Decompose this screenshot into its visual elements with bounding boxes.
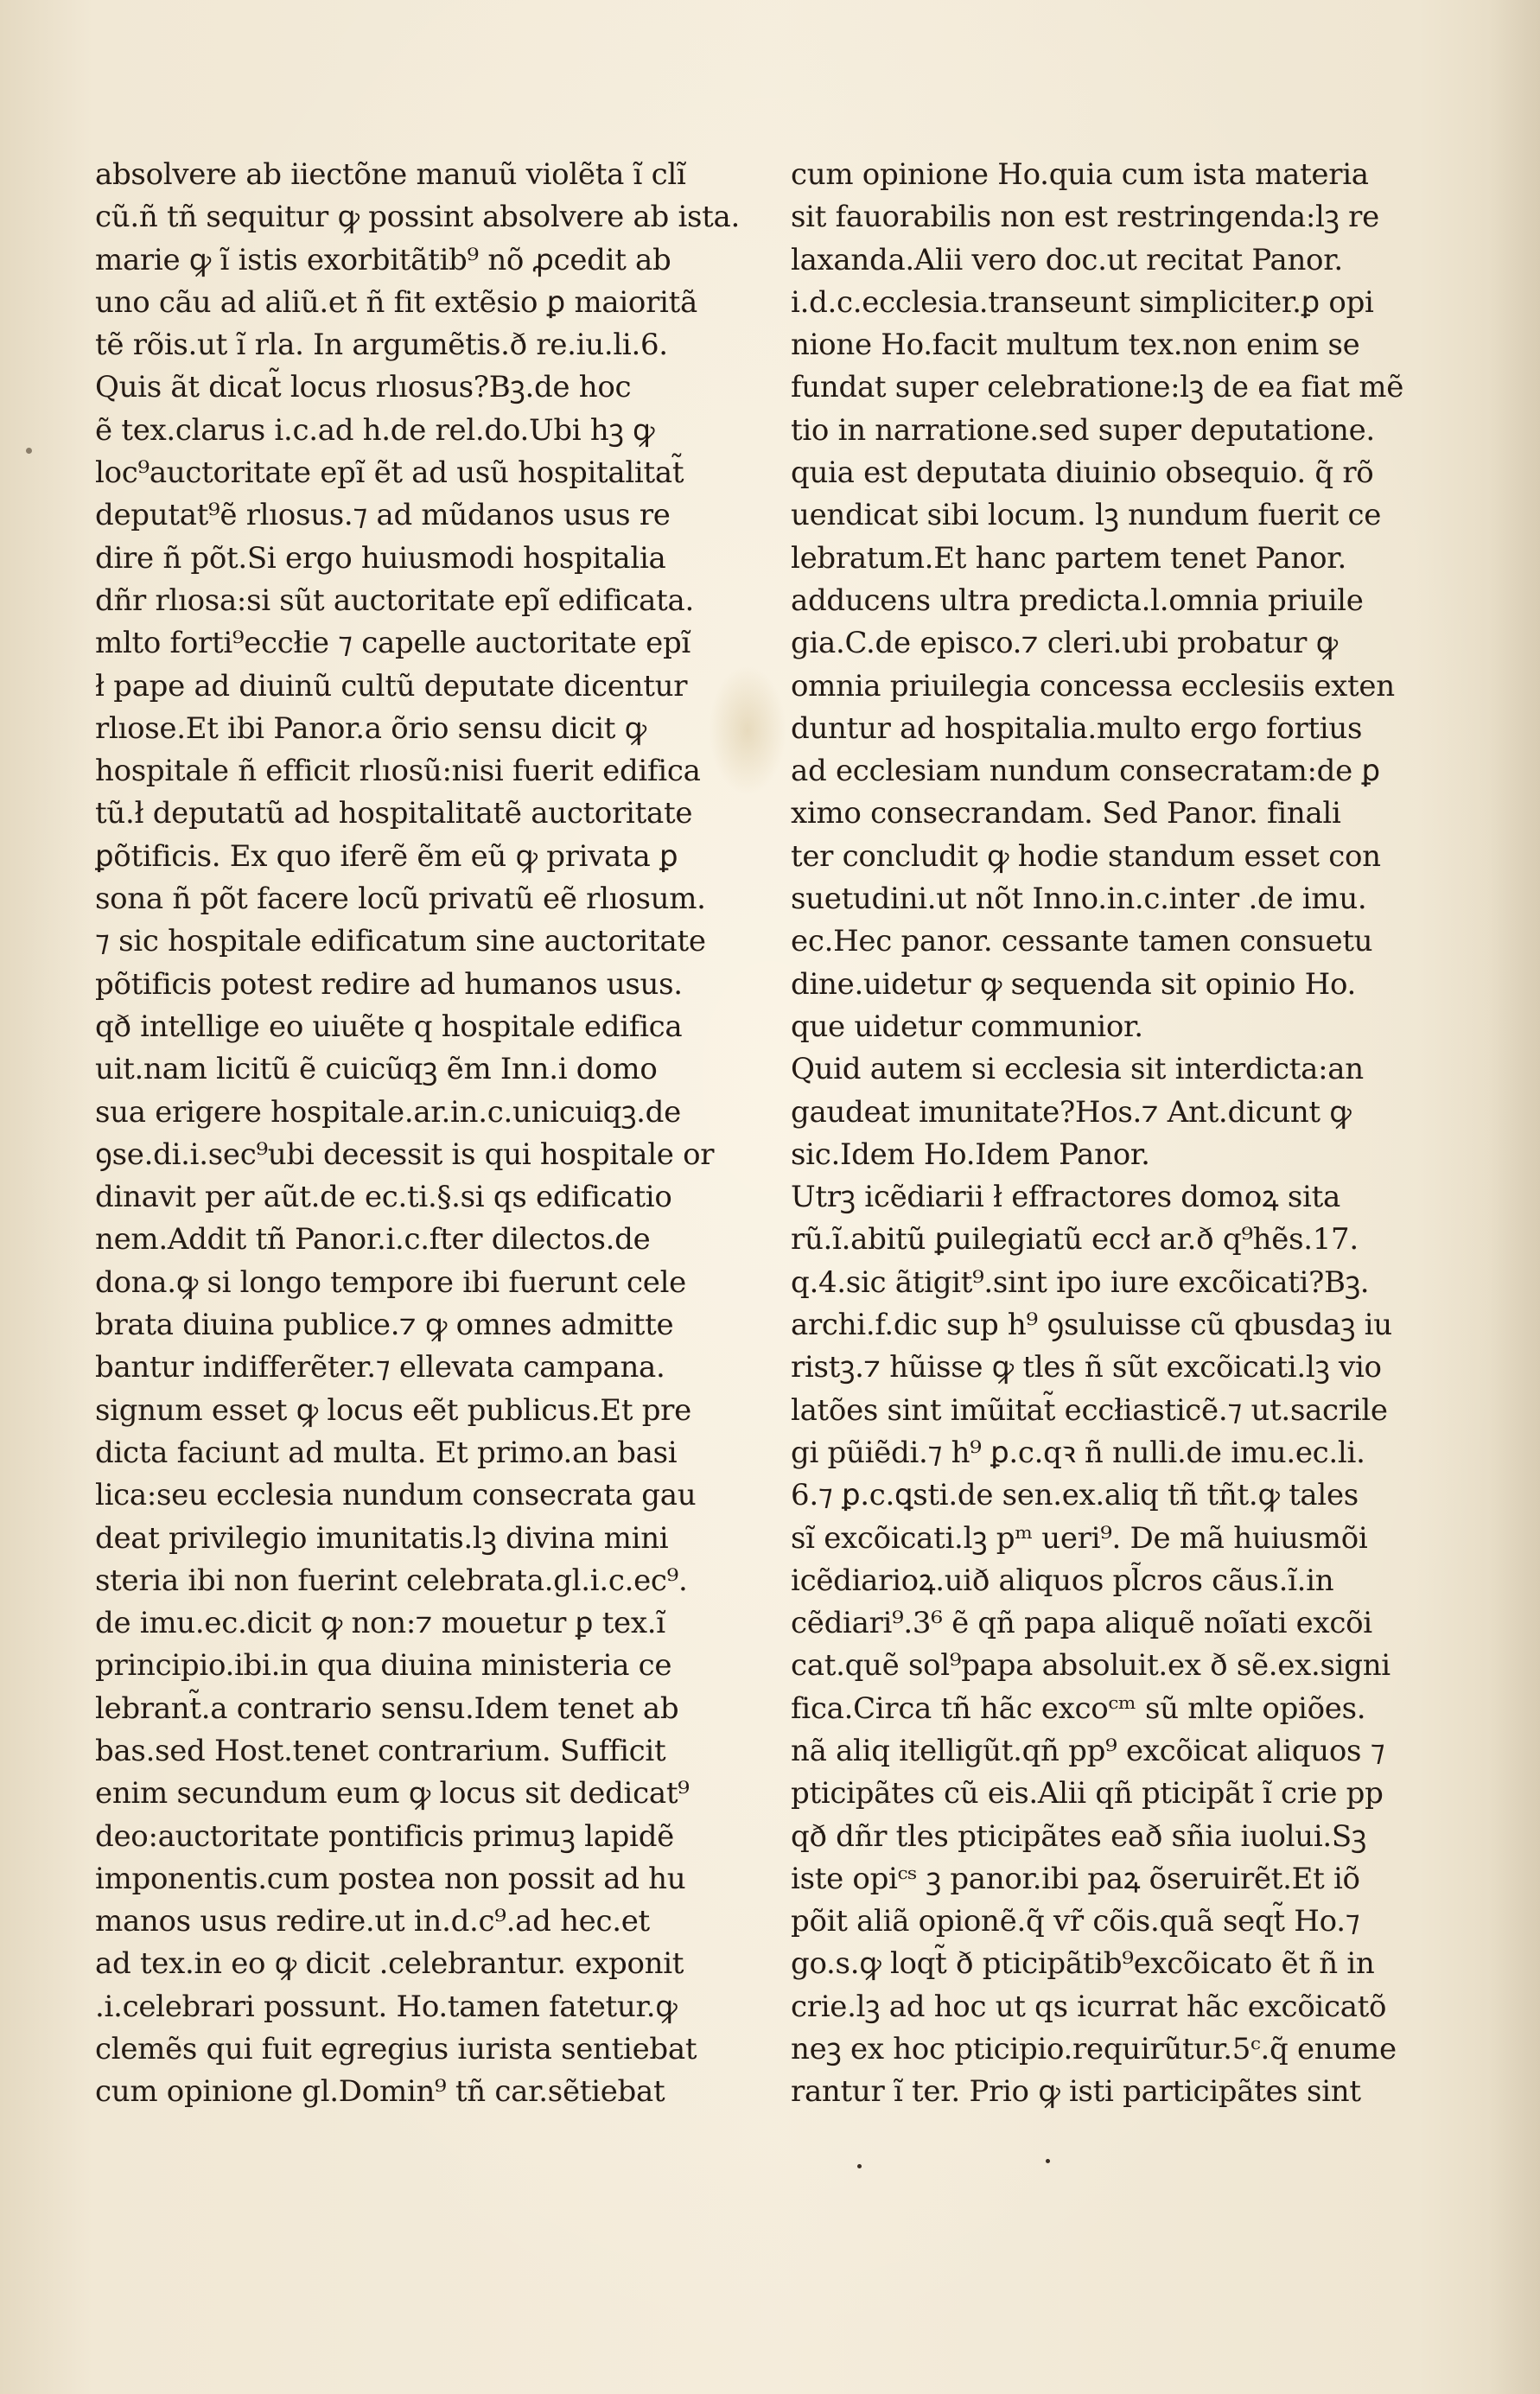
right-column-text-line: sic.Idem Ho.Idem Panor.	[791, 1137, 1150, 1172]
right-column-text-line: gi pũiẽdi.⁊ h⁹ ꝑ.c.qꝛ ñ nulli.de imu.ec.li.	[791, 1435, 1365, 1470]
left-column-text-line: dire ñ põt.Si ergo huiusmodi hospitalia	[95, 540, 666, 576]
right-column-text-line: gia.C.de episco.⁊ cleri.ubi probatur ꝙ	[791, 626, 1338, 661]
right-column-text-line: omnia priuilegia concessa ecclesiis exten	[791, 668, 1395, 704]
left-column-text-line: cum opinione gl.Domin⁹ tñ car.sẽtiebat	[95, 2074, 665, 2110]
right-column-text-line: cat.quẽ sol⁹papa absoluit.ex ð sẽ.ex.signi	[791, 1648, 1390, 1684]
left-column-text-line: ⁊ sic hospitale edificatum sine auctoritate	[95, 924, 706, 959]
left-column-text-line: uno cãu ad aliũ.et ñ fit extẽsio ꝑ maioritã	[95, 284, 697, 320]
right-column-text-line: qð dñr tles pticipãtes eað sñia iuolui.Sꝫ	[791, 1818, 1366, 1854]
left-column-text-line: uit.nam licitũ ẽ cuicũqꝫ ẽm Inn.i domo	[95, 1052, 658, 1087]
right-column-text-line: archi.f.dic sup h⁹ ꝯsuluisse cũ qbusdaꝫ iu	[791, 1308, 1392, 1343]
right-column-text-line: rũ.ĩ.abitũ ꝑuilegiatũ eccł ar.ð q⁹hẽs.17.	[791, 1222, 1359, 1257]
left-column-text-line: steria ibi non fuerint celebrata.gl.i.c.ec⁹.	[95, 1563, 688, 1598]
left-column-text-line: Quis ãt dicat̃ locus rlıosus?Bꝫ.de hoc	[95, 370, 632, 405]
right-column-text-line: Utrꝫ icẽdiarii ł effractores domoꝝ sita	[791, 1180, 1340, 1215]
right-column-text-line: pticipãtes cũ eis.Alii qñ pticipãt ĩ crie pp	[791, 1776, 1384, 1811]
right-column-text-line: nã aliq itelligũt.qñ pp⁹ excõicat aliquos ⁊	[791, 1733, 1385, 1768]
right-text-column	[791, 154, 1465, 2133]
right-column-text-line: 6.⁊ ꝑ.c.ꝗsti.de sen.ex.aliq tñ tñt.ꝙ tales	[791, 1478, 1359, 1513]
right-column-text-line: ximo consecrandam. Sed Panor. finali	[791, 796, 1341, 831]
right-column-text-line: dine.uidetur ꝙ sequenda sit opinio Ho.	[791, 966, 1357, 1002]
left-column-text-line: clemẽs qui fuit egregius iurista sentiebat	[95, 2032, 697, 2067]
left-column-text-line: nem.Addit tñ Panor.i.c.fter dilectos.de	[95, 1222, 651, 1257]
right-column-text-line: põit aliã opionẽ.q̃ vr̃ cõis.quã seqt̃ Ho.⁊	[791, 1904, 1360, 1939]
left-column-text-line: absolvere ab iiectõne manuũ violẽta ĩ clĩ	[95, 157, 686, 192]
left-column-text-line: rlıose.Et ibi Panor.a õrio sensu dicit ꝙ	[95, 710, 646, 746]
left-column-text-line: cũ.ñ tñ sequitur ꝙ possint absolvere ab ista.	[95, 200, 741, 235]
right-column-text-line: tio in narratione.sed super deputatione.	[791, 412, 1375, 448]
left-column-text-line: sua erigere hospitale.ar.in.c.unicuiqꝫ.de	[95, 1094, 681, 1130]
left-column-text-line: tũ.ł deputatũ ad hospitalitatẽ auctoritate	[95, 796, 693, 831]
right-column-text-line: latões sint imũitat̃ eccłiasticẽ.⁊ ut.sacrile	[791, 1392, 1388, 1428]
left-column-text-line: ẽ tex.clarus i.c.ad h.de rel.do.Ubi hꝫ ꝙ	[95, 412, 655, 448]
right-column-text-line: go.s.ꝙ loqt̃ ð pticipãtib⁹excõicato ẽt ñ in	[791, 1946, 1375, 1982]
left-column-text-line: lica:seu ecclesia nundum consecrata gau	[95, 1478, 697, 1513]
left-column-text-line: deputat⁹ẽ rlıosus.⁊ ad mũdanos usus re	[95, 498, 671, 533]
left-column-text-line: qð intellige eo uiuẽte q hospitale edifica	[95, 1009, 683, 1044]
right-column-text-line: ec.Hec panor. cessante tamen consuetu	[791, 924, 1373, 959]
right-column-text-line: ter concludit ꝙ hodie standum esset con	[791, 838, 1381, 874]
left-column-text-line: põtificis potest redire ad humanos usus.	[95, 966, 683, 1002]
left-column-text-line: .i.celebrari possunt. Ho.tamen fatetur.ꝙ	[95, 1989, 678, 2024]
left-column-text-line: enim secundum eum ꝙ locus sit dedicat⁹	[95, 1776, 690, 1811]
left-column-text-line: sona ñ põt facere locũ privatũ eẽ rlıosum.	[95, 882, 706, 917]
left-column-text-line: deat privilegio imunitatis.lꝫ divina mini	[95, 1520, 669, 1556]
left-column-text-line: tẽ rõis.ut ĩ rla. In argumẽtis.ð re.iu.li.6.	[95, 328, 668, 363]
right-column-text-line: duntur ad hospitalia.multo ergo fortius	[791, 710, 1363, 746]
left-column-text-line: manos usus redire.ut in.d.c⁹.ad hec.et	[95, 1904, 650, 1939]
left-column-text-line: bantur indifferẽter.⁊ ellevata campana.	[95, 1350, 665, 1385]
right-column-text-line: nione Ho.facit multum tex.non enim se	[791, 328, 1360, 363]
right-column-text-line: ristꝫ.⁊ hũisse ꝙ tles ñ sũt excõicati.lꝫ vio	[791, 1350, 1382, 1385]
right-column-text-line: Quid autem si ecclesia sit interdicta:an	[791, 1052, 1364, 1087]
right-column-text-line: cẽdiari⁹.3⁶ ẽ qñ papa aliquẽ noĩati excõi	[791, 1606, 1372, 1641]
left-column-text-line: marie ꝙ ĩ istis exorbitãtib⁹ nõ ꝓcedit ab	[95, 242, 671, 277]
right-column-text-line: rantur ĩ ter. Prio ꝙ isti participãtes sint	[791, 2074, 1361, 2110]
left-column-text-line: bas.sed Host.tenet contrarium. Sufficit	[95, 1733, 666, 1768]
right-column-text-line: gaudeat imunitate?Hos.⁊ Ant.dicunt ꝙ	[791, 1094, 1352, 1130]
right-column-text-line: laxanda.Alii vero doc.ut recitat Panor.	[791, 242, 1343, 277]
right-column-text-line: suetudini.ut nõt Inno.in.c.inter .de imu.	[791, 882, 1367, 917]
ink-speck	[857, 2164, 862, 2168]
left-column-text-line: loc⁹auctoritate epĩ ẽt ad usũ hospitalitat̃	[95, 455, 684, 491]
right-column-text-line: icẽdiarioꝝ.uið aliquos pl̃cros cãus.ĩ.in	[791, 1563, 1334, 1598]
left-column-text-line: signum esset ꝙ locus eẽt publicus.Et pre	[95, 1392, 691, 1428]
right-column-text-line: lebratum.Et hanc partem tenet Panor.	[791, 540, 1347, 576]
left-column-text-line: deo:auctoritate pontificis primuꝫ lapidẽ	[95, 1818, 674, 1854]
left-column-text-line: brata diuina publice.⁊ ꝙ omnes admitte	[95, 1308, 674, 1343]
left-column-text-line: ł pape ad diuinũ cultũ deputate dicentur	[95, 668, 688, 704]
left-column-text-line: lebrant̃.a contrario sensu.Idem tenet ab	[95, 1690, 679, 1726]
left-column-text-line: dona.ꝙ si longo tempore ibi fuerunt cele	[95, 1264, 687, 1300]
right-column-text-line: cum opinione Ho.quia cum ista materia	[791, 157, 1369, 192]
left-column-text-line: ꝯse.di.i.sec⁹ubi decessit is qui hospitale or	[95, 1137, 715, 1172]
right-column-text-line: quia est deputata diuinio obsequio. q̃ rõ	[791, 455, 1374, 491]
paper-mark	[26, 448, 32, 454]
left-column-text-line: ad tex.in eo ꝙ dicit .celebrantur. exponit	[95, 1946, 684, 1982]
left-column-text-line: mlto forti⁹eccłie ⁊ capelle auctoritate epĩ	[95, 626, 690, 661]
left-column-text-line: dñr rlıosa:si sũt auctoritate epĩ edificata.	[95, 583, 694, 618]
right-column-text-line: fica.Circa tñ hãc excoᶜᵐ sũ mlte opiões.	[791, 1690, 1366, 1726]
right-column-text-line: q.4.sic ãtigit⁹.sint ipo iure excõicati?Bꝫ.	[791, 1264, 1370, 1300]
right-column-text-line: crie.lꝫ ad hoc ut qs icurrat hãc excõicatõ	[791, 1989, 1387, 2024]
right-column-text-line: sĩ excõicati.lꝫ pᵐ ueri⁹. De mã huiusmõi	[791, 1520, 1368, 1556]
ink-speck	[1046, 2159, 1050, 2163]
right-column-text-line: que uidetur communior.	[791, 1009, 1143, 1044]
binding-shadow	[1488, 0, 1540, 2394]
left-column-text-line: imponentis.cum postea non possit ad hu	[95, 1861, 686, 1896]
right-column-text-line: ad ecclesiam nundum consecratam:de ꝑ	[791, 754, 1380, 789]
left-column-text-line: dicta faciunt ad multa. Et primo.an basi	[95, 1435, 678, 1470]
left-column-text-line: principio.ibi.in qua diuina ministeria ce	[95, 1648, 672, 1684]
left-column-text-line: hospitale ñ efficit rlıosũ:nisi fuerit edifica	[95, 754, 701, 789]
left-text-column	[95, 154, 769, 2133]
left-column-text-line: dinavit per aũt.de ec.ti.§.si qs edificatio	[95, 1180, 672, 1215]
right-column-text-line: adducens ultra predicta.l.omnia priuile	[791, 583, 1364, 618]
right-column-text-line: sit fauorabilis non est restringenda:lꝫ re	[791, 200, 1379, 235]
left-column-text-line: ꝑõtificis. Ex quo iferẽ ẽm eũ ꝙ privata ꝑ	[95, 838, 678, 874]
right-column-text-line: neꝫ ex hoc pticipio.requirũtur.5ᶜ.q̃ enume	[791, 2032, 1397, 2067]
right-column-text-line: fundat super celebratione:lꝫ de ea fiat mẽ	[791, 370, 1404, 405]
left-column-text-line: de imu.ec.dicit ꝙ non:⁊ mouetur ꝑ tex.ĩ	[95, 1606, 665, 1641]
right-column-text-line: uendicat sibi locum. lꝫ nundum fuerit ce	[791, 498, 1382, 533]
right-column-text-line: iste opiᶜˢ ꝫ panor.ibi paꝝ õseruirẽt.Et iõ	[791, 1861, 1360, 1896]
right-column-text-line: i.d.c.ecclesia.transeunt simpliciter.ꝑ opi	[791, 284, 1374, 320]
